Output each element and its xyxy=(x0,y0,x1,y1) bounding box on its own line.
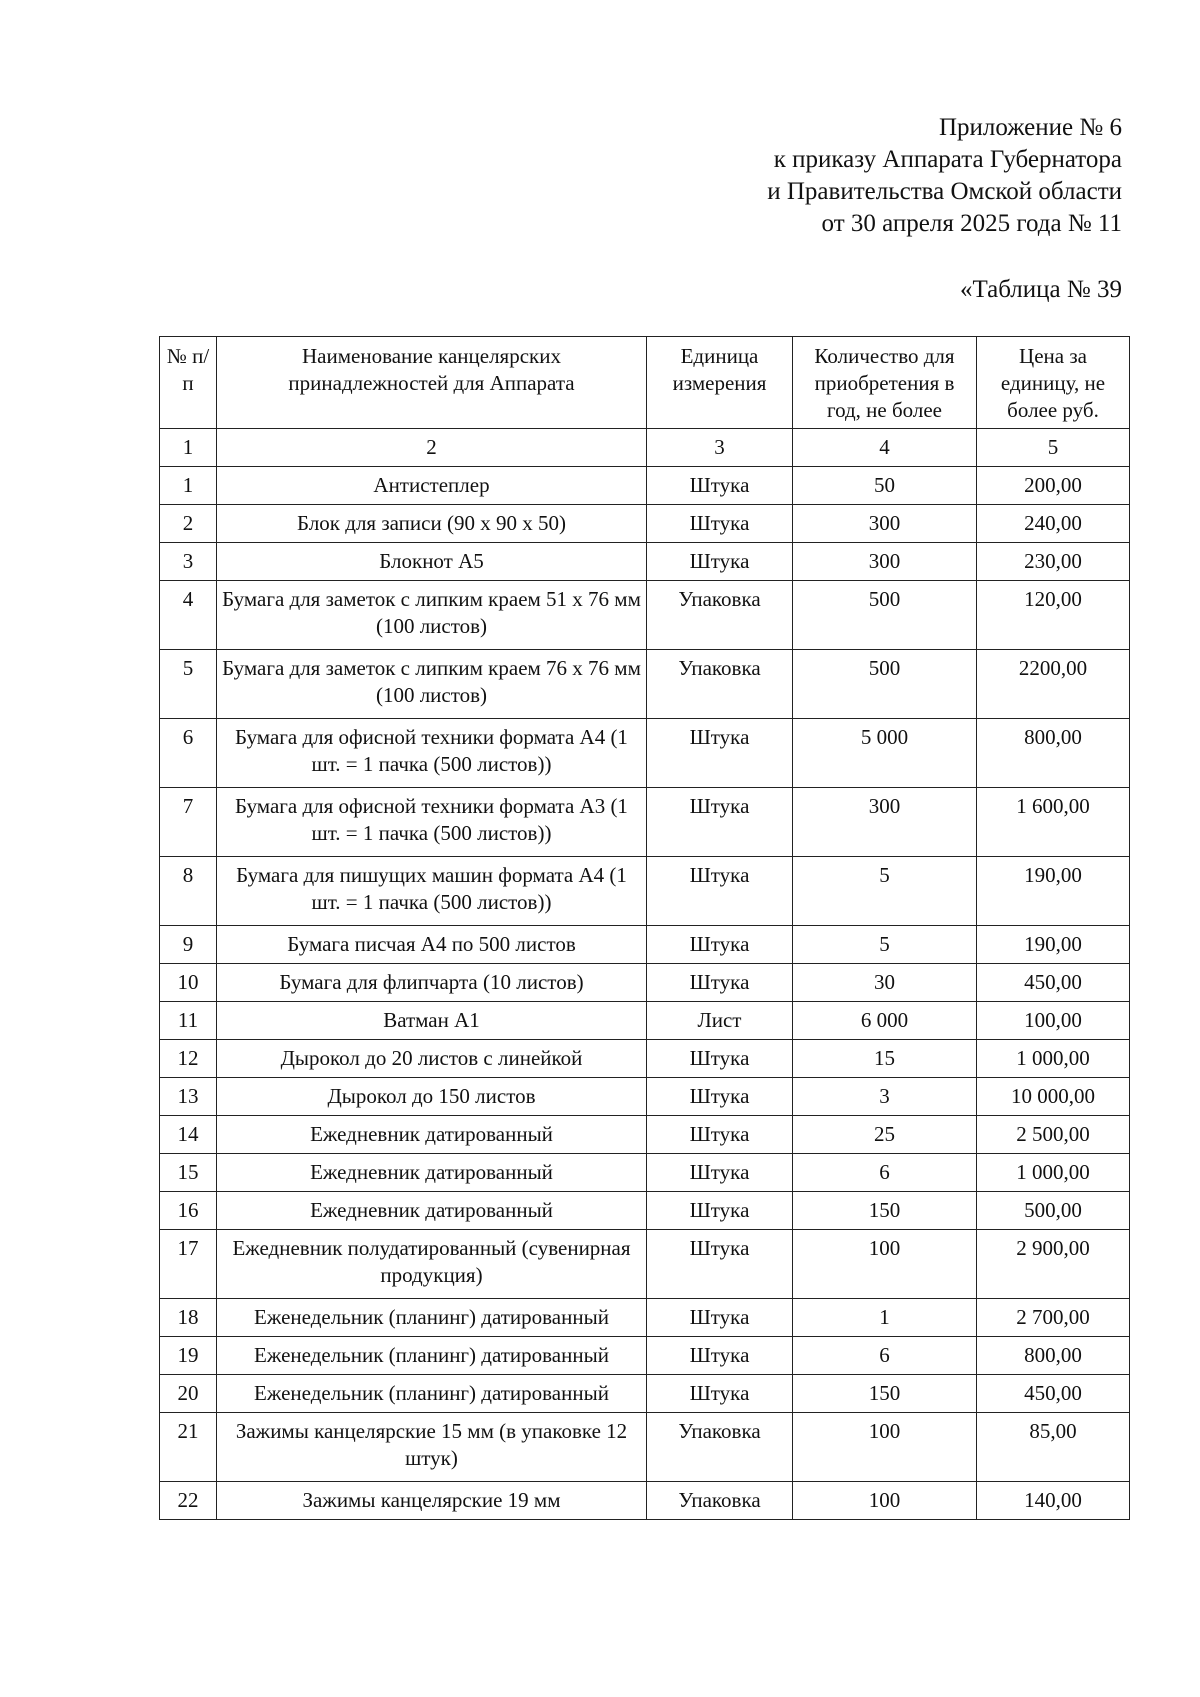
table-row xyxy=(160,1002,1130,1040)
cell-name: Еженедельник (планинг) датированный xyxy=(217,1299,647,1337)
cell-unit: Штука xyxy=(647,1230,793,1299)
column-header-name: Наименование канцелярских принадлежностей для Аппарата xyxy=(217,337,647,429)
table-caption: «Таблица № 39 xyxy=(959,276,1122,303)
cell-quantity: 500 xyxy=(793,650,977,719)
table-row xyxy=(160,1299,1130,1337)
cell-name: Бумага для заметок с липким краем 51 х 76 мм (100 листов) xyxy=(217,581,647,650)
cell-unit: Штука xyxy=(647,788,793,857)
column-number: 5 xyxy=(977,429,1130,467)
table-row xyxy=(160,650,1130,719)
cell-quantity: 300 xyxy=(793,788,977,857)
table-row xyxy=(160,467,1130,505)
table-row xyxy=(160,1375,1130,1413)
cell-name: Зажимы канцелярские 19 мм xyxy=(217,1482,647,1520)
cell-quantity: 5 xyxy=(793,857,977,926)
cell-price: 500,00 xyxy=(977,1192,1130,1230)
table-row xyxy=(160,1192,1130,1230)
column-header-quantity: Количество для приобретения в год, не более xyxy=(793,337,977,429)
cell-number: 13 xyxy=(160,1078,217,1116)
cell-unit: Штука xyxy=(647,1192,793,1230)
cell-price: 450,00 xyxy=(977,964,1130,1002)
cell-name: Дырокол до 150 листов xyxy=(217,1078,647,1116)
cell-price: 10 000,00 xyxy=(977,1078,1130,1116)
cell-quantity: 5 xyxy=(793,926,977,964)
table-row xyxy=(160,1040,1130,1078)
table-header-row xyxy=(160,337,1130,429)
cell-unit: Штука xyxy=(647,926,793,964)
cell-number: 8 xyxy=(160,857,217,926)
table-row xyxy=(160,505,1130,543)
cell-number: 5 xyxy=(160,650,217,719)
column-number: 1 xyxy=(160,429,217,467)
cell-unit: Штука xyxy=(647,505,793,543)
table-row xyxy=(160,719,1130,788)
cell-quantity: 300 xyxy=(793,505,977,543)
cell-number: 15 xyxy=(160,1154,217,1192)
table-row xyxy=(160,1413,1130,1482)
header-line: к приказу Аппарата Губернатора xyxy=(773,146,1122,173)
cell-price: 1 000,00 xyxy=(977,1040,1130,1078)
cell-number: 2 xyxy=(160,505,217,543)
cell-number: 20 xyxy=(160,1375,217,1413)
cell-quantity: 50 xyxy=(793,467,977,505)
cell-price: 230,00 xyxy=(977,543,1130,581)
cell-price: 190,00 xyxy=(977,926,1130,964)
cell-quantity: 100 xyxy=(793,1230,977,1299)
table-row xyxy=(160,1337,1130,1375)
cell-name: Дырокол до 20 листов с линейкой xyxy=(217,1040,647,1078)
header-line: и Правительства Омской области xyxy=(767,178,1122,205)
cell-unit: Штука xyxy=(647,467,793,505)
column-header-number: № п/п xyxy=(160,337,217,429)
cell-number: 11 xyxy=(160,1002,217,1040)
document-header xyxy=(767,112,1122,240)
table-row xyxy=(160,1482,1130,1520)
cell-number: 10 xyxy=(160,964,217,1002)
cell-unit: Штука xyxy=(647,1040,793,1078)
column-header-unit: Единица измерения xyxy=(647,337,793,429)
cell-quantity: 150 xyxy=(793,1192,977,1230)
cell-number: 19 xyxy=(160,1337,217,1375)
cell-quantity: 1 xyxy=(793,1299,977,1337)
column-number: 2 xyxy=(217,429,647,467)
cell-number: 3 xyxy=(160,543,217,581)
cell-name: Еженедельник (планинг) датированный xyxy=(217,1375,647,1413)
header-line: Приложение № 6 xyxy=(938,114,1122,141)
cell-name: Зажимы канцелярские 15 мм (в упаковке 12 штук) xyxy=(217,1413,647,1482)
cell-quantity: 300 xyxy=(793,543,977,581)
cell-unit: Штука xyxy=(647,719,793,788)
cell-quantity: 3 xyxy=(793,1078,977,1116)
cell-name: Ежедневник датированный xyxy=(217,1192,647,1230)
cell-name: Блок для записи (90 х 90 х 50) xyxy=(217,505,647,543)
cell-price: 85,00 xyxy=(977,1413,1130,1482)
table-row xyxy=(160,964,1130,1002)
cell-price: 120,00 xyxy=(977,581,1130,650)
cell-price: 240,00 xyxy=(977,505,1130,543)
cell-quantity: 500 xyxy=(793,581,977,650)
cell-price: 140,00 xyxy=(977,1482,1130,1520)
cell-name: Ежедневник полудатированный (сувенирная продукция) xyxy=(217,1230,647,1299)
table-body xyxy=(160,467,1130,1520)
cell-price: 1 600,00 xyxy=(977,788,1130,857)
column-number: 4 xyxy=(793,429,977,467)
cell-number: 18 xyxy=(160,1299,217,1337)
column-number-row xyxy=(160,429,1130,467)
cell-unit: Упаковка xyxy=(647,1413,793,1482)
table-row xyxy=(160,581,1130,650)
cell-number: 16 xyxy=(160,1192,217,1230)
cell-unit: Упаковка xyxy=(647,1482,793,1520)
cell-quantity: 6 000 xyxy=(793,1002,977,1040)
cell-number: 17 xyxy=(160,1230,217,1299)
cell-unit: Штука xyxy=(647,1116,793,1154)
cell-quantity: 15 xyxy=(793,1040,977,1078)
cell-number: 21 xyxy=(160,1413,217,1482)
cell-name: Ежедневник датированный xyxy=(217,1154,647,1192)
cell-name: Бумага для заметок с липким краем 76 х 76 мм (100 листов) xyxy=(217,650,647,719)
cell-name: Бумага для флипчарта (10 листов) xyxy=(217,964,647,1002)
cell-unit: Штука xyxy=(647,1337,793,1375)
cell-price: 2200,00 xyxy=(977,650,1130,719)
cell-name: Блокнот А5 xyxy=(217,543,647,581)
cell-quantity: 100 xyxy=(793,1482,977,1520)
cell-price: 450,00 xyxy=(977,1375,1130,1413)
table-row xyxy=(160,1154,1130,1192)
cell-quantity: 6 xyxy=(793,1154,977,1192)
header-line: от 30 апреля 2025 года № 11 xyxy=(821,210,1122,237)
cell-price: 800,00 xyxy=(977,719,1130,788)
cell-number: 9 xyxy=(160,926,217,964)
table-row xyxy=(160,788,1130,857)
column-number: 3 xyxy=(647,429,793,467)
cell-price: 190,00 xyxy=(977,857,1130,926)
column-header-price: Цена за единицу, не более руб. xyxy=(977,337,1130,429)
cell-unit: Упаковка xyxy=(647,581,793,650)
cell-name: Ватман А1 xyxy=(217,1002,647,1040)
stationery-table xyxy=(159,336,1130,1520)
cell-unit: Штука xyxy=(647,1078,793,1116)
cell-name: Бумага для пишущих машин формата А4 (1 шт. = 1 пачка (500 листов)) xyxy=(217,857,647,926)
table-row xyxy=(160,1116,1130,1154)
cell-quantity: 30 xyxy=(793,964,977,1002)
cell-quantity: 150 xyxy=(793,1375,977,1413)
cell-quantity: 100 xyxy=(793,1413,977,1482)
cell-price: 2 700,00 xyxy=(977,1299,1130,1337)
cell-number: 22 xyxy=(160,1482,217,1520)
table-row xyxy=(160,1230,1130,1299)
table-row xyxy=(160,857,1130,926)
cell-number: 14 xyxy=(160,1116,217,1154)
cell-unit: Штука xyxy=(647,1154,793,1192)
table-row xyxy=(160,543,1130,581)
cell-quantity: 5 000 xyxy=(793,719,977,788)
cell-price: 200,00 xyxy=(977,467,1130,505)
cell-name: Еженедельник (планинг) датированный xyxy=(217,1337,647,1375)
cell-quantity: 6 xyxy=(793,1337,977,1375)
cell-unit: Штука xyxy=(647,1375,793,1413)
cell-number: 12 xyxy=(160,1040,217,1078)
cell-unit: Штука xyxy=(647,1299,793,1337)
cell-unit: Штука xyxy=(647,964,793,1002)
cell-number: 4 xyxy=(160,581,217,650)
cell-quantity: 25 xyxy=(793,1116,977,1154)
table-row xyxy=(160,926,1130,964)
cell-price: 100,00 xyxy=(977,1002,1130,1040)
cell-price: 2 500,00 xyxy=(977,1116,1130,1154)
cell-price: 1 000,00 xyxy=(977,1154,1130,1192)
cell-name: Бумага для офисной техники формата А3 (1 шт. = 1 пачка (500 листов)) xyxy=(217,788,647,857)
cell-name: Ежедневник датированный xyxy=(217,1116,647,1154)
cell-number: 7 xyxy=(160,788,217,857)
cell-number: 1 xyxy=(160,467,217,505)
table-row xyxy=(160,1078,1130,1116)
cell-unit: Упаковка xyxy=(647,650,793,719)
cell-name: Бумага для офисной техники формата А4 (1 шт. = 1 пачка (500 листов)) xyxy=(217,719,647,788)
cell-name: Бумага писчая А4 по 500 листов xyxy=(217,926,647,964)
cell-price: 2 900,00 xyxy=(977,1230,1130,1299)
cell-number: 6 xyxy=(160,719,217,788)
cell-unit: Штука xyxy=(647,543,793,581)
cell-unit: Штука xyxy=(647,857,793,926)
cell-name: Антистеплер xyxy=(217,467,647,505)
cell-unit: Лист xyxy=(647,1002,793,1040)
cell-price: 800,00 xyxy=(977,1337,1130,1375)
